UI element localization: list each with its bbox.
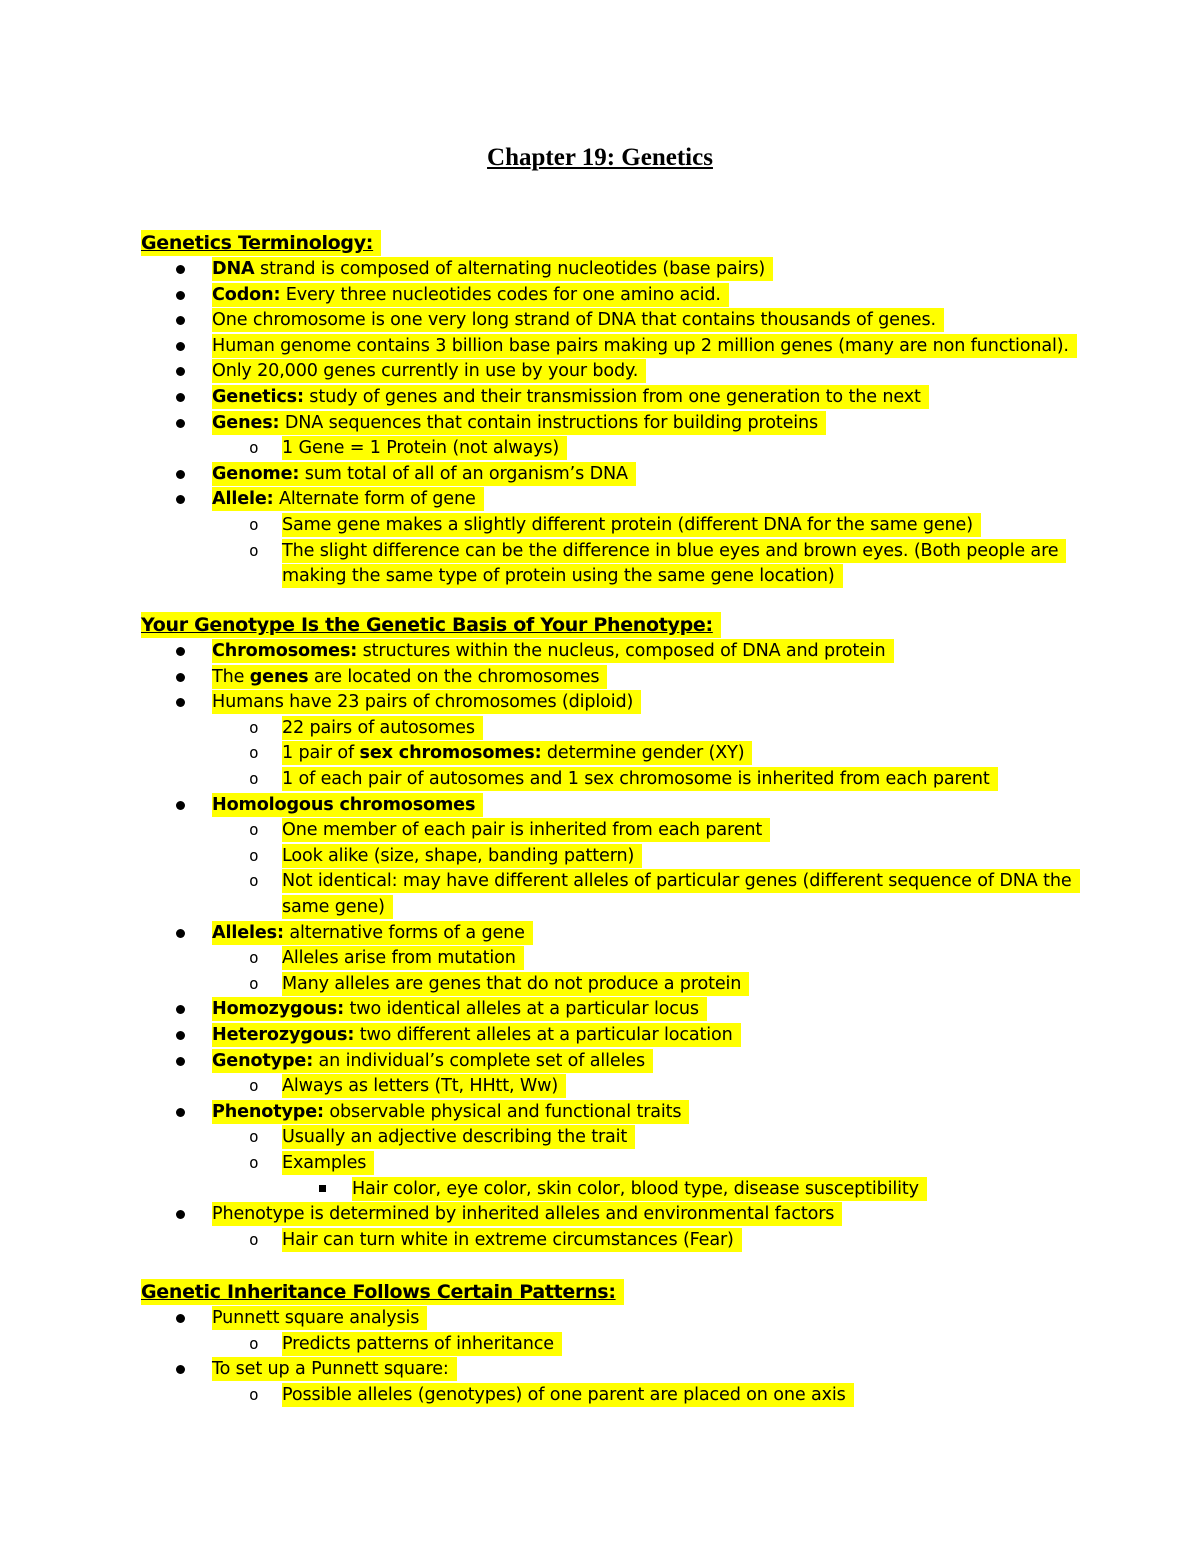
list-item-continuation	[282, 563, 843, 589]
list-item	[282, 538, 1066, 564]
item-text: To set up a Punnett square:	[212, 1359, 449, 1380]
item-text: Look alike (size, shape, banding pattern)	[282, 845, 635, 866]
sub-bullet-icon: o	[249, 948, 259, 968]
sub-bullet-icon: o	[249, 973, 259, 993]
item-text: are located on the chromosomes	[308, 666, 600, 687]
sub-bullet-icon: o	[249, 515, 259, 534]
item-term: sex chromosomes:	[359, 743, 542, 764]
list-item	[212, 410, 826, 436]
item-text: Alternate form of gene	[273, 489, 476, 510]
item-text: Humans have 23 pairs of chromosomes (diploid)	[212, 692, 634, 713]
item-text: making the same type of protein using the same gene location)	[282, 566, 835, 587]
section-heading-text: Your Genotype Is the Genetic Basis of Your Phenotype:	[141, 612, 721, 638]
item-text: 1 pair of	[282, 743, 360, 764]
sub-bullet-icon: o	[249, 717, 259, 737]
item-term: Allele:	[212, 489, 274, 510]
list-item	[282, 1227, 742, 1253]
bullet-icon	[176, 358, 186, 384]
list-item	[282, 1073, 566, 1099]
sub-bullet-icon: o	[249, 743, 259, 763]
item-text: Examples	[282, 1153, 367, 1173]
item-term: Homologous chromosomes	[212, 794, 476, 815]
item-text: Usually an adjective describing the trait	[282, 1127, 628, 1148]
bullet-icon	[176, 792, 186, 818]
list-item	[282, 945, 524, 971]
item-text: Hair can turn white in extreme circumstances (Fear)	[282, 1229, 734, 1250]
list-item	[212, 358, 646, 384]
item-term: genes	[249, 666, 309, 687]
bullet-icon	[176, 689, 186, 715]
item-text: Possible alleles (genotypes) of one parent are placed on one axis	[282, 1384, 846, 1405]
item-text: determine gender (XY)	[541, 743, 745, 764]
list-item	[212, 1022, 741, 1048]
item-text: Only 20,000 genes currently in use by your body.	[212, 361, 639, 382]
list-item	[212, 307, 944, 333]
list-item	[212, 282, 729, 308]
sub-bullet-icon: o	[249, 1153, 259, 1172]
section-heading-text: Genetics Terminology:	[141, 230, 381, 256]
list-item	[282, 512, 981, 538]
sub-bullet-icon: o	[249, 438, 259, 458]
item-text: Alleles arise from mutation	[282, 948, 516, 969]
list-item	[212, 1099, 689, 1125]
list-item	[282, 740, 752, 766]
bullet-icon	[176, 282, 186, 308]
bullet-icon	[176, 256, 186, 282]
list-item	[282, 817, 770, 843]
list-item	[282, 843, 642, 869]
item-text: Every three nucleotides codes for one amino acid.	[280, 284, 721, 305]
item-text: two different alleles at a particular location	[354, 1025, 733, 1045]
bullet-icon	[176, 1048, 186, 1074]
item-term: Codon:	[212, 284, 281, 305]
list-item	[212, 1356, 457, 1382]
section-heading-text: Genetic Inheritance Follows Certain Patterns:	[141, 1279, 624, 1305]
bullet-icon	[176, 920, 186, 946]
list-item	[352, 1176, 927, 1202]
list-item	[212, 333, 1077, 359]
item-term: Alleles:	[212, 922, 284, 943]
sub-bullet-icon: o	[249, 1384, 259, 1404]
list-item	[212, 1305, 427, 1331]
item-text: One chromosome is one very long strand of DNA that contains thousands of genes.	[212, 310, 936, 331]
item-text: Same gene makes a slightly different protein (different DNA for the same gene)	[282, 515, 973, 535]
item-text: Hair color, eye color, skin color, blood type, disease susceptibility	[352, 1178, 919, 1199]
list-item	[212, 1048, 653, 1074]
bullet-icon	[176, 461, 186, 487]
list-item	[282, 1124, 635, 1150]
list-item	[212, 384, 929, 410]
item-term: DNA	[212, 259, 255, 279]
item-text: Phenotype is determined by inherited alleles and environmental factors	[212, 1204, 835, 1225]
list-item-continuation	[282, 894, 393, 920]
list-item	[282, 715, 483, 741]
list-item	[212, 920, 533, 946]
item-term: Genetics:	[212, 387, 304, 407]
item-text: study of genes and their transmission from one generation to the next	[303, 387, 921, 407]
sub-bullet-icon: o	[249, 1127, 259, 1147]
list-item	[282, 1331, 562, 1357]
bullet-icon	[176, 664, 186, 690]
item-term: Homozygous:	[212, 999, 345, 1020]
item-text: DNA sequences that contain instructions for building proteins	[279, 412, 819, 433]
item-text: Always as letters (Tt, HHtt, Ww)	[282, 1076, 559, 1097]
list-item	[212, 638, 894, 664]
item-text: Punnett square analysis	[212, 1308, 420, 1328]
item-text: an individual’s complete set of alleles	[313, 1050, 645, 1071]
list-item	[212, 996, 707, 1022]
bullet-icon	[176, 1022, 186, 1048]
item-text: strand is composed of alternating nucleotides (base pairs)	[254, 259, 766, 279]
item-term: Phenotype:	[212, 1101, 324, 1122]
list-item	[212, 486, 484, 512]
item-text: Many alleles are genes that do not produce a protein	[282, 973, 742, 994]
item-text: 22 pairs of autosomes	[282, 717, 475, 738]
list-item	[212, 461, 636, 487]
item-term: Heterozygous:	[212, 1025, 355, 1045]
item-text: 1 Gene = 1 Protein (not always)	[282, 438, 560, 459]
item-term: Genotype:	[212, 1050, 314, 1071]
list-item	[282, 1382, 854, 1408]
bullet-icon	[176, 638, 186, 664]
bullet-icon	[176, 1305, 186, 1331]
item-text: Predicts patterns of inheritance	[282, 1333, 554, 1354]
list-item	[282, 435, 567, 461]
list-item	[212, 256, 773, 282]
sub-bullet-icon: o	[249, 769, 259, 788]
list-item	[282, 868, 1080, 894]
bullet-icon	[176, 1099, 186, 1125]
bullet-icon	[176, 384, 186, 410]
sub-bullet-icon: o	[249, 1076, 259, 1096]
bullet-icon	[176, 307, 186, 333]
item-text: observable physical and functional traits	[323, 1101, 682, 1122]
item-text: Not identical: may have different alleles of particular genes (different sequence of DNA the	[282, 871, 1072, 892]
item-text: structures within the nucleus, composed of DNA and protein	[357, 641, 886, 661]
item-term: Genes:	[212, 412, 280, 433]
document-title: Chapter 19: Genetics	[487, 144, 713, 171]
bullet-icon	[176, 996, 186, 1022]
item-text: sum total of all of an organism’s DNA	[299, 463, 628, 484]
sub-bullet-icon: o	[249, 845, 259, 865]
sub-bullet-icon: o	[249, 1229, 259, 1249]
bullet-icon	[176, 410, 186, 436]
item-term: Genome:	[212, 463, 300, 484]
list-item	[282, 766, 998, 792]
list-item	[212, 1201, 842, 1227]
section-heading	[141, 230, 381, 256]
bullet-icon	[176, 486, 186, 512]
list-item	[282, 1150, 374, 1176]
item-text: Human genome contains 3 billion base pairs making up 2 million genes (many are non functional).	[212, 335, 1069, 356]
sub-bullet-icon: o	[249, 871, 259, 891]
list-item	[212, 689, 641, 715]
item-text: One member of each pair is inherited from each parent	[282, 820, 763, 841]
bullet-icon	[176, 1201, 186, 1227]
item-text: same gene)	[282, 897, 385, 917]
sub-bullet-icon: o	[249, 540, 259, 560]
list-item	[282, 971, 749, 997]
item-term: Chromosomes:	[212, 641, 358, 661]
sub-bullet-icon: o	[249, 820, 259, 840]
list-item	[212, 664, 607, 690]
section-heading	[141, 612, 721, 638]
bullet-icon	[176, 1356, 186, 1382]
item-text: 1 of each pair of autosomes and 1 sex chromosome is inherited from each parent	[282, 769, 990, 789]
item-text: The slight difference can be the difference in blue eyes and brown eyes. (Both people are	[282, 540, 1059, 561]
section-heading	[141, 1279, 624, 1305]
item-text: alternative forms of a gene	[283, 922, 525, 943]
sub-bullet-icon: o	[249, 1333, 259, 1353]
bullet-icon	[176, 333, 186, 359]
item-text: The	[212, 666, 250, 687]
list-item	[212, 792, 483, 818]
item-text: two identical alleles at a particular locus	[344, 999, 699, 1020]
